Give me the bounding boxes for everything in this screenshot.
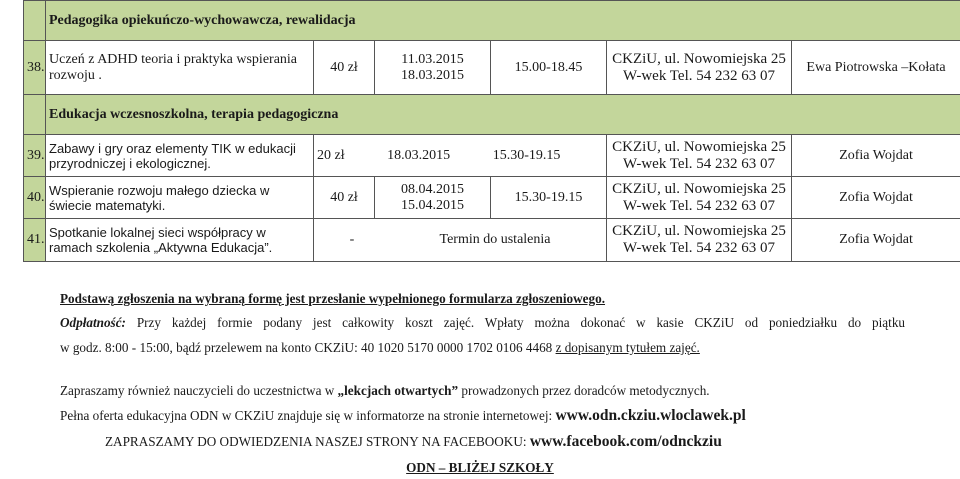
course-trainer: Zofia Wojdat [792,135,960,177]
table-row [24,219,960,262]
section-title: Edukacja wczesnoszkolna, terapia pedagogiczna [46,95,960,135]
facebook-invite [105,434,905,450]
course-price: - [349,232,355,247]
course-hours: 15.00-18.45 [491,41,607,95]
course-dates [375,177,491,219]
course-term: Termin do ustalenia [439,232,551,247]
invite-bold: „lekcjach otwartych” [337,383,459,398]
fee-paragraph [60,315,905,331]
section-title: Pedagogika opiekuńczo-wychowawcza, rewalidacja [46,1,960,41]
course-address: CKZiU, ul. Nowomiejska 25 [612,180,786,197]
fee-note: z dopisanym tytułem zajęć. [555,340,700,355]
section-row [24,95,960,135]
fb-url[interactable]: www.facebook.com/odnckziu [529,433,722,450]
course-date-1: 08.04.2015 [401,181,464,197]
course-address: CKZiU, ul. Nowomiejska 25 [612,138,786,155]
fb-pre: ZAPRASZAMY DO ODWIEDZENIA NASZEJ STRONY NA FACEBOOKU: [105,434,527,449]
row-number: 40. [24,177,46,219]
course-title: Spotkanie lokalnej sieci współpracy w ramach szkolenia „Aktywna Edukacja”. [46,219,314,262]
section-row [24,1,960,41]
course-title: Wspieranie rozwoju małego dziecka w świecie matematyki. [46,177,314,219]
basis-text: Podstawą zgłoszenia na wybraną formę jest przesłanie wypełnionego formularza zgłoszeniowego. [60,291,606,306]
offer-url[interactable]: www.odn.ckziu.wloclawek.pl [555,407,746,424]
fee-label: Odpłatność: [60,315,126,330]
course-price: 40 zł [314,177,375,219]
course-date-1: 11.03.2015 [401,51,464,67]
course-place [607,219,792,262]
course-phone: W-wek Tel. 54 232 63 07 [623,67,775,84]
invite-pre: Zapraszamy również nauczycieli do uczestnictwa w [60,383,335,398]
fee-paragraph-2 [60,340,905,356]
table-row [24,135,960,177]
full-offer [60,408,905,424]
course-phone: W-wek Tel. 54 232 63 07 [623,197,775,214]
course-date-2: 18.03.2015 [401,67,464,83]
course-address: CKZiU, ul. Nowomiejska 25 [612,50,786,67]
course-price: 40 zł [314,41,375,95]
course-trainer: Zofia Wojdat [792,219,960,262]
course-phone: W-wek Tel. 54 232 63 07 [623,240,775,256]
table-row [24,177,960,219]
row-number: 38. [24,41,46,95]
course-place [607,135,792,177]
course-title: Zabawy i gry oraz elementy TIK w edukacji przyrodniczej i ekologicznej. [46,135,314,177]
fee-text-1: Przy każdej formie podany jest całkowity koszt zajęć. Wpłaty można dokonać w kasie CKZiU od poniedziałku do piątku [136,315,906,330]
course-title: Uczeń z ADHD teoria i praktyka wspierania rozwoju . [46,41,314,95]
course-date-1: 18.03.2015 [387,147,451,163]
course-phone: W-wek Tel. 54 232 63 07 [623,155,775,172]
course-address: CKZiU, ul. Nowomiejska 25 [612,223,786,239]
course-hours: 15.30-19.15 [491,177,607,219]
schedule-table [23,0,960,262]
course-meta [314,135,607,177]
registration-basis [60,291,905,307]
course-hours: 15.30-19.15 [492,147,561,163]
course-trainer: Zofia Wojdat [792,177,960,219]
row-number: 39. [24,135,46,177]
offer-pre: Pełna oferta edukacyjna ODN w CKZiU znajduje się w informatorze na stronie internetowej: [60,408,553,423]
course-meta [314,219,607,262]
invite-post: prowadzonych przez doradców metodycznych. [461,383,710,398]
course-dates [375,41,491,95]
open-lessons-invite [60,383,905,399]
course-place [607,41,792,95]
course-price: 20 zł [317,147,345,163]
course-place [607,177,792,219]
row-number: 41. [24,219,46,262]
fee-text-2: w godz. 8:00 - 15:00, bądź przelewem na konto CKZiU: 40 1020 5170 0000 1702 0106 4468 [60,340,553,355]
course-date-2: 15.04.2015 [401,197,464,213]
footer-slogan: ODN – BLIŻEJ SZKOŁY [406,460,554,475]
course-trainer: Ewa Piotrowska –Kołata [792,41,960,95]
table-row [24,41,960,95]
